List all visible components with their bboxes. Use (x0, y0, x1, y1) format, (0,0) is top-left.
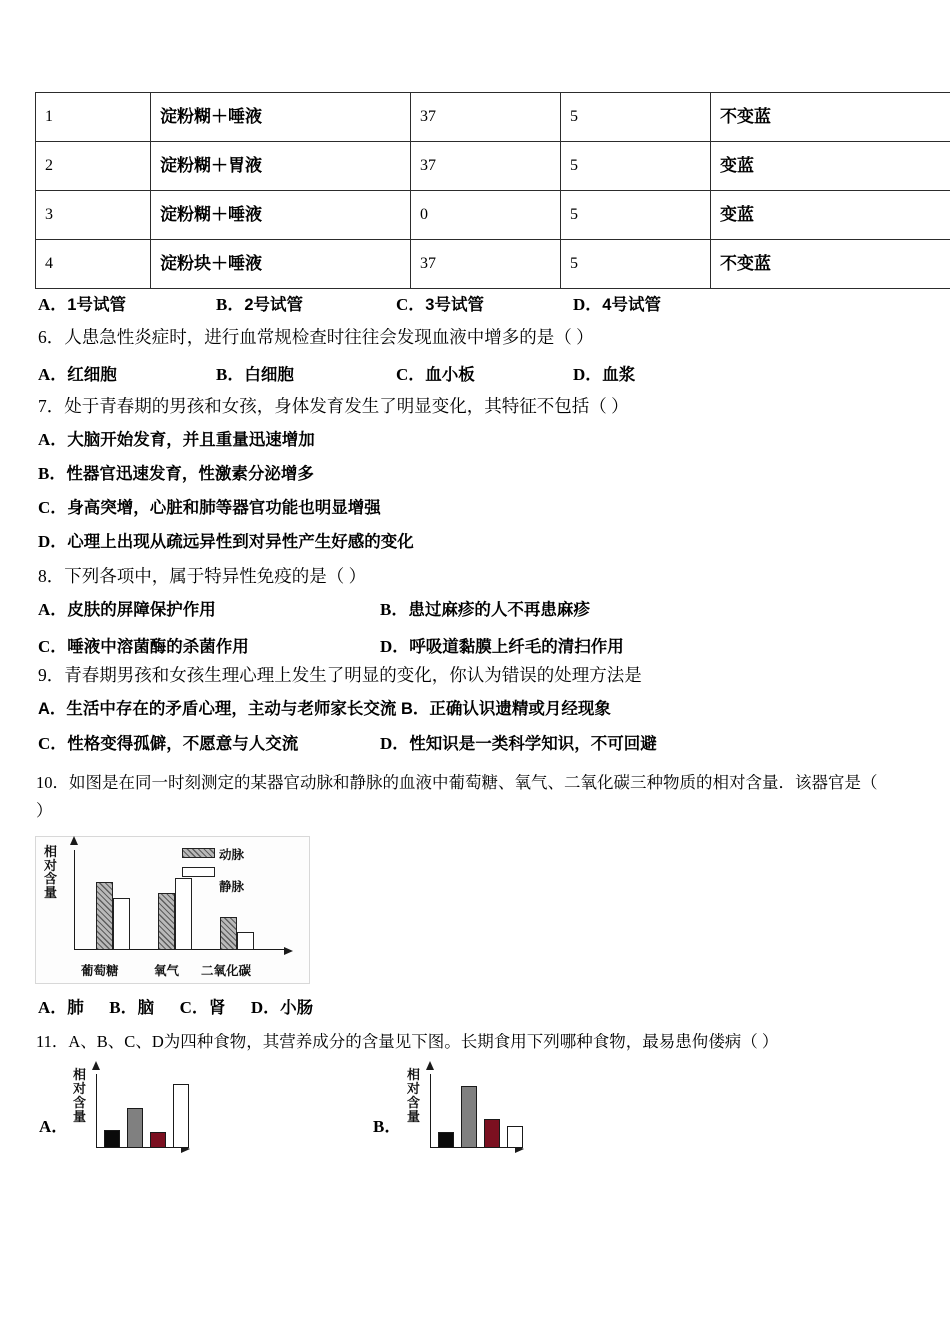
bar-food-b-2 (461, 1086, 477, 1148)
table-body (36, 93, 950, 289)
q6-stem: 6．人患急性炎症时，进行血常规检查时往往会发现血液中增多的是（ ） (38, 327, 594, 347)
q11a-plot-area (96, 1070, 196, 1148)
q11-option-b-figure (370, 1068, 570, 1163)
q10-figure (35, 836, 310, 984)
y-axis (96, 1074, 97, 1148)
y-axis-arrow-icon (70, 836, 78, 845)
bar-co2-vein (237, 932, 254, 950)
q9-option-c[interactable]: C．性格变得孤僻，不愿意与人交流 (38, 734, 299, 753)
bar-food-a-4 (173, 1084, 189, 1148)
q11b-plot-area (430, 1070, 530, 1148)
cell-time: 5 (561, 142, 711, 191)
q7-stem: 7．处于青春期的男孩和女孩，身体发育发生了明显变化，其特征不包括（ ） (38, 396, 629, 416)
experiment-table (35, 92, 950, 289)
cell-time: 5 (561, 240, 711, 289)
q5-options (38, 290, 661, 315)
bar-glucose-artery (96, 882, 113, 950)
q9-option-d[interactable]: D．性知识是一类科学知识，不可回避 (380, 734, 657, 753)
y-axis-label: 相对含量 (72, 1067, 86, 1125)
cell-temp: 37 (411, 93, 561, 142)
y-axis (430, 1074, 431, 1148)
q11-option-a-mark: A． (39, 1117, 69, 1136)
table-row (36, 240, 950, 289)
q7-option-b[interactable]: B．性器官迅速发育，性激素分泌增多 (38, 464, 314, 483)
q10-plot-area (74, 845, 304, 978)
q10-options (38, 997, 313, 1020)
bar-food-a-2 (127, 1108, 143, 1148)
bar-glucose-vein (113, 898, 130, 950)
cell-result: 不变蓝 (711, 93, 950, 142)
y-axis-label: 相对含量 (43, 844, 57, 900)
bar-oxygen-vein (175, 878, 192, 950)
table-row (36, 191, 950, 240)
cell-result: 变蓝 (711, 142, 950, 191)
q7-option-a[interactable]: A．大脑开始发育，并且重量迅速增加 (38, 430, 315, 449)
y-axis-arrow-icon (92, 1061, 100, 1070)
q7-option-c[interactable]: C．身高突增，心脏和肺等器官功能也明显增强 (38, 498, 381, 517)
y-axis (74, 850, 75, 950)
bar-food-b-4 (507, 1126, 523, 1148)
legend-label-artery: 动脉 (219, 848, 245, 862)
x-axis-arrow-icon (284, 947, 293, 955)
cell-temp: 37 (411, 240, 561, 289)
x-tick-label-co2: 二氧化碳 (201, 964, 252, 978)
cell-no: 2 (36, 142, 151, 191)
q6-option-a[interactable]: A．红细胞 (38, 365, 117, 384)
cell-no: 4 (36, 240, 151, 289)
q9-options-ab[interactable]: A．生活中存在的矛盾心理，主动与老师家长交流 B．正确认识遗精或月经现象 (38, 700, 611, 718)
q10-stem-line1: 10．如图是在同一时刻测定的某器官动脉和静脉的血液中葡萄糖、氧气、二氧化碳三种物质的相对含量．该器官是（ (36, 773, 878, 792)
q11-option-a-figure (36, 1068, 236, 1163)
q8-option-c[interactable]: C．唾液中溶菌酶的杀菌作用 (38, 637, 249, 656)
y-axis-arrow-icon (426, 1061, 434, 1070)
bar-food-b-1 (438, 1132, 454, 1148)
q11-option-b-mark: B． (373, 1117, 402, 1136)
q10-option-d[interactable]: D．小肠 (250, 998, 314, 1017)
table-row (36, 142, 950, 191)
q5-option-b[interactable]: B．2号试管 (216, 295, 304, 314)
bar-food-a-1 (104, 1130, 120, 1148)
cell-result: 不变蓝 (711, 240, 950, 289)
q6-option-d[interactable]: D．血浆 (573, 365, 636, 384)
q5-option-a[interactable]: A．1号试管 (38, 295, 126, 314)
q5-option-d[interactable]: D．4号试管 (573, 295, 661, 314)
q10-option-a[interactable]: A．肺 (38, 998, 84, 1017)
q8-option-d[interactable]: D．呼吸道黏膜上纤毛的清扫作用 (380, 637, 624, 656)
cell-temp: 0 (411, 191, 561, 240)
q10-option-b[interactable]: B．脑 (109, 998, 155, 1017)
cell-substance: 淀粉糊＋胃液 (151, 142, 411, 191)
x-tick-label-glucose: 葡萄糖 (81, 964, 119, 978)
bar-co2-artery (220, 917, 237, 950)
q8-stem: 8．下列各项中，属于特异性免疫的是（ ） (38, 566, 367, 586)
cell-result: 变蓝 (711, 191, 950, 240)
bar-food-a-3 (150, 1132, 166, 1148)
cell-no: 1 (36, 93, 151, 142)
q5-option-c[interactable]: C．3号试管 (396, 295, 484, 314)
q6-option-c[interactable]: C．血小板 (396, 365, 475, 384)
legend-swatch-vein (182, 867, 215, 877)
legend-label-vein: 静脉 (219, 880, 245, 894)
q6-option-b[interactable]: B．白细胞 (216, 365, 294, 384)
cell-substance: 淀粉块＋唾液 (151, 240, 411, 289)
cell-time: 5 (561, 93, 711, 142)
q8-option-a[interactable]: A．皮肤的屏障保护作用 (38, 600, 216, 619)
cell-time: 5 (561, 191, 711, 240)
q6-options (38, 360, 635, 385)
bar-food-b-3 (484, 1119, 500, 1148)
x-tick-label-oxygen: 氧气 (154, 964, 180, 978)
q11-stem: 11．A、B、C、D为四种食物，其营养成分的含量见下图。长期食用下列哪种食物，最易患佝偻病（ ） (36, 1032, 779, 1051)
legend-swatch-artery (182, 848, 215, 858)
q10-option-c[interactable]: C．肾 (179, 998, 226, 1017)
cell-temp: 37 (411, 142, 561, 191)
y-axis-label: 相对含量 (406, 1067, 420, 1125)
q9-stem: 9．青春期男孩和女孩生理心理上发生了明显的变化，你认为错误的处理方法是 (38, 665, 642, 685)
cell-no: 3 (36, 191, 151, 240)
q10-stem-line2: ） (36, 801, 53, 820)
cell-substance: 淀粉糊＋唾液 (151, 191, 411, 240)
table-row (36, 93, 950, 142)
cell-substance: 淀粉糊＋唾液 (151, 93, 411, 142)
q7-option-d[interactable]: D．心理上出现从疏远异性到对异性产生好感的变化 (38, 532, 414, 551)
bar-oxygen-artery (158, 893, 175, 950)
q8-option-b[interactable]: B．患过麻疹的人不再患麻疹 (380, 600, 590, 619)
